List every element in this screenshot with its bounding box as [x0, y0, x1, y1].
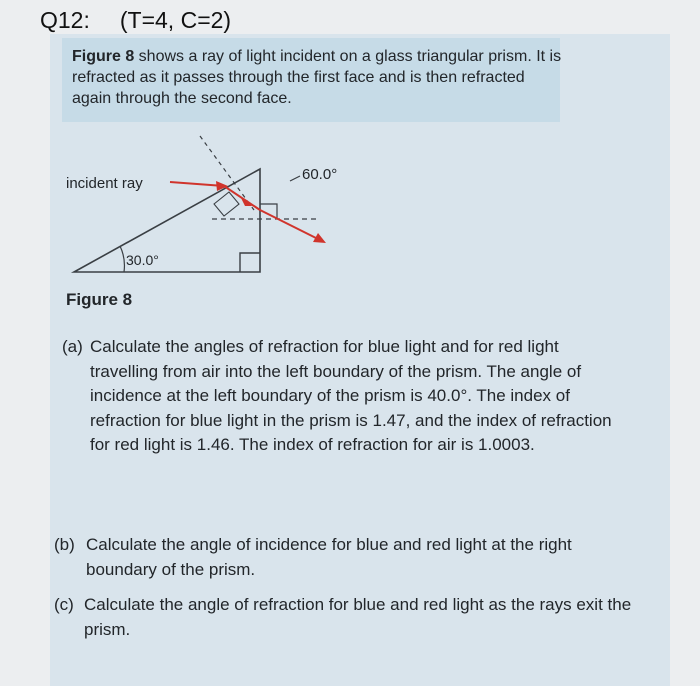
- marks-label: (T=4, C=2): [119, 6, 232, 33]
- part-label: (b): [54, 535, 75, 554]
- part-label: (c): [54, 595, 74, 614]
- apex-angle-pointer: [290, 176, 300, 181]
- part-text: Calculate the angles of refraction for blue light and for red light travelling from air into the left boundary of the prism. The angle of incidence at the left boundary of the prism is 40.0°. The index of refraction for blue light in the prism is 1.47, and the index of refraction for red light is 1.46. The index of refraction for air is 1.0003.: [90, 337, 612, 455]
- question-number: Q12:: [40, 6, 90, 33]
- intro-text: shows a ray of light incident on a glass triangular prism. It is refracted as it passes through the first face and is then refracted again through the second face.: [72, 48, 562, 107]
- emergent-ray: [260, 210, 320, 240]
- part-text: Calculate the angle of incidence for blue and red light at the right boundary of the prism.: [86, 535, 572, 579]
- figure-reference: Figure 8: [72, 48, 135, 65]
- base-angle-label: 30.0°: [126, 252, 159, 268]
- intro-paragraph: [72, 46, 562, 109]
- figure-caption: Figure 8: [66, 290, 133, 309]
- normal-left-face: [200, 136, 254, 210]
- incident-ray: [170, 182, 224, 186]
- prism-diagram: [64, 126, 344, 276]
- incident-ray-label: incident ray: [66, 175, 143, 192]
- part-text: Calculate the angle of refraction for blue and red light as the rays exit the prism.: [84, 595, 632, 639]
- question-header: [40, 2, 231, 38]
- entry-normal-marker: [214, 192, 239, 216]
- right-angle-marker: [240, 253, 260, 272]
- part-label: (a): [62, 337, 83, 356]
- base-angle-arc: [120, 246, 124, 272]
- apex-angle-label: 60.0°: [302, 166, 338, 183]
